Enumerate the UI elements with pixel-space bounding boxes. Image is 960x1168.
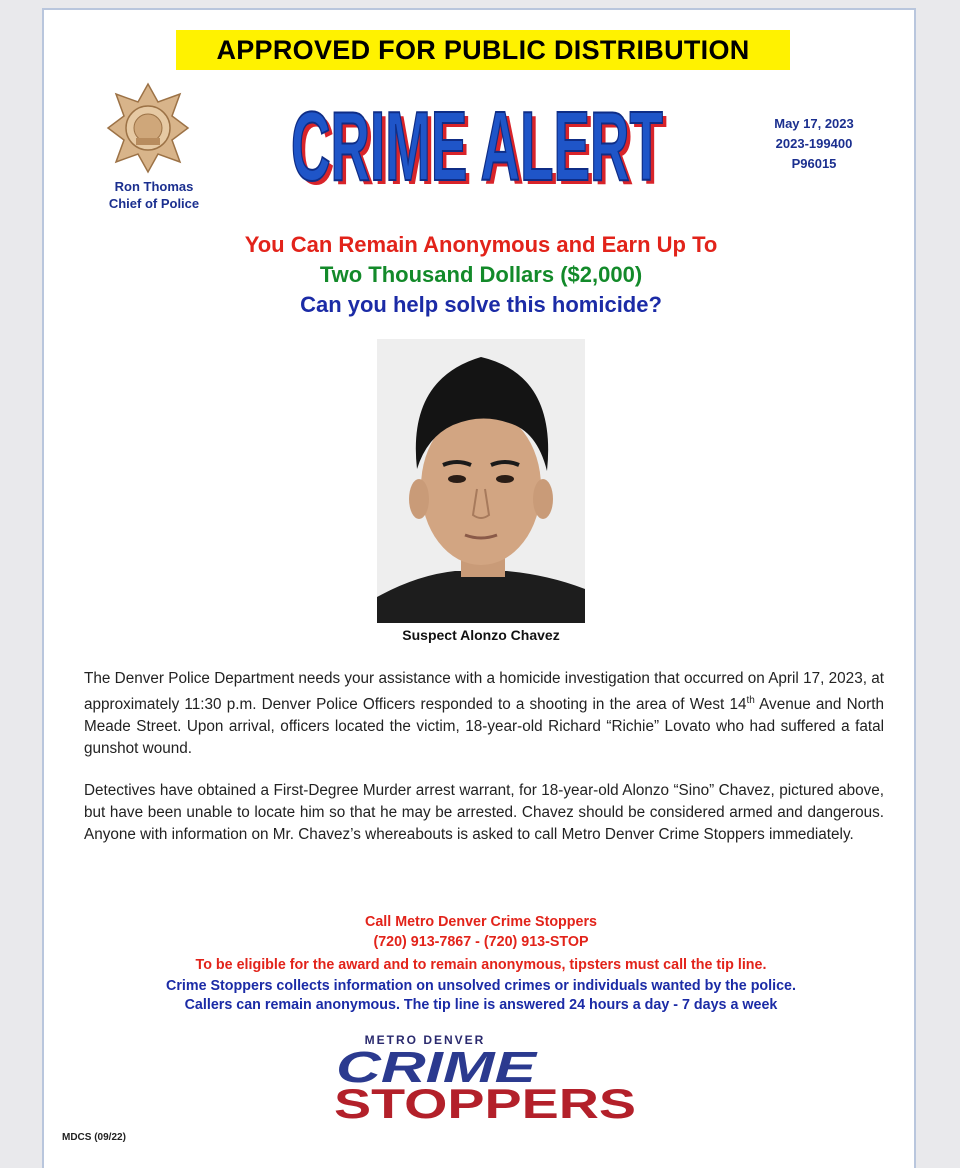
distribution-banner: APPROVED FOR PUBLIC DISTRIBUTION <box>176 30 790 70</box>
case-number: 2023-199400 <box>775 136 853 151</box>
logo-middle-text: CRIME <box>336 1043 539 1092</box>
reward-amount-line: Two Thousand Dollars ($2,000) <box>319 262 643 287</box>
chief-name: Ron Thomas <box>114 179 194 194</box>
incident-text-a: The Denver Police Department needs your assistance with a homicide investigation that occurred on April 17, 2023, at approximately 11:30 p.m. Denver Police Officers responded to a shooting in the area of West 14 <box>84 670 884 714</box>
crime-alert-title-text: CRIME ALERT <box>291 91 663 198</box>
logo-bottom-text: STOPPERS <box>334 1080 636 1127</box>
crime-alert-title <box>278 88 678 198</box>
call-crime-stoppers: Call Metro Denver Crime Stoppers <box>365 914 597 930</box>
crime-alert-flyer <box>42 8 916 1168</box>
chief-of-police <box>74 178 234 212</box>
logo-top-text: METRO DENVER <box>364 1033 486 1047</box>
tip-phone-numbers: (720) 913-7867 - (720) 913-STOP <box>373 934 589 950</box>
help-question-line: Can you help solve this homicide? <box>300 292 662 317</box>
incident-paragraph <box>84 668 884 760</box>
suspect-photo <box>377 339 585 623</box>
chief-title: Chief of Police <box>108 196 200 211</box>
eligibility-notice: To be eligible for the award and to remain anonymous, tipsters must call the tip line. <box>195 957 767 973</box>
anonymous-line: You Can Remain Anonymous and Earn Up To <box>244 232 718 257</box>
reference-code: P96015 <box>791 156 837 171</box>
tip-line-hours: Callers can remain anonymous. The tip line is answered 24 hours a day - 7 days a week <box>184 997 778 1013</box>
incident-text-sup: th <box>746 695 755 706</box>
alert-date: May 17, 2023 <box>774 116 854 131</box>
denver-police-badge-icon <box>106 80 190 176</box>
photo-caption: Suspect Alonzo Chavez <box>402 627 560 643</box>
crime-stoppers-info: Crime Stoppers collects information on unsolved crimes or individuals wanted by the police. <box>166 978 796 994</box>
crime-alert-title-shadow: CRIME ALERT <box>295 95 667 198</box>
warrant-paragraph: Detectives have obtained a First-Degree Murder arrest warrant, for 18-year-old Alonzo “Sino” Chavez, pictured above, but have been unable to locate him so that he may be arrested. Chavez should be considered armed and dangerous. Anyone with information on Mr. Chavez’s whereabouts is asked to call Metro Denver Crime Stoppers immediately. <box>84 782 884 843</box>
case-info <box>744 114 884 174</box>
incident-text-b: Avenue and North Meade Street. Upon arrival, officers located the victim, 18-year-old Richard “Richie” Lovato who had suffered a fatal gunshot wound. <box>84 696 884 758</box>
form-code: MDCS (09/22) <box>62 1132 126 1143</box>
crime-stoppers-logo <box>330 1032 640 1138</box>
